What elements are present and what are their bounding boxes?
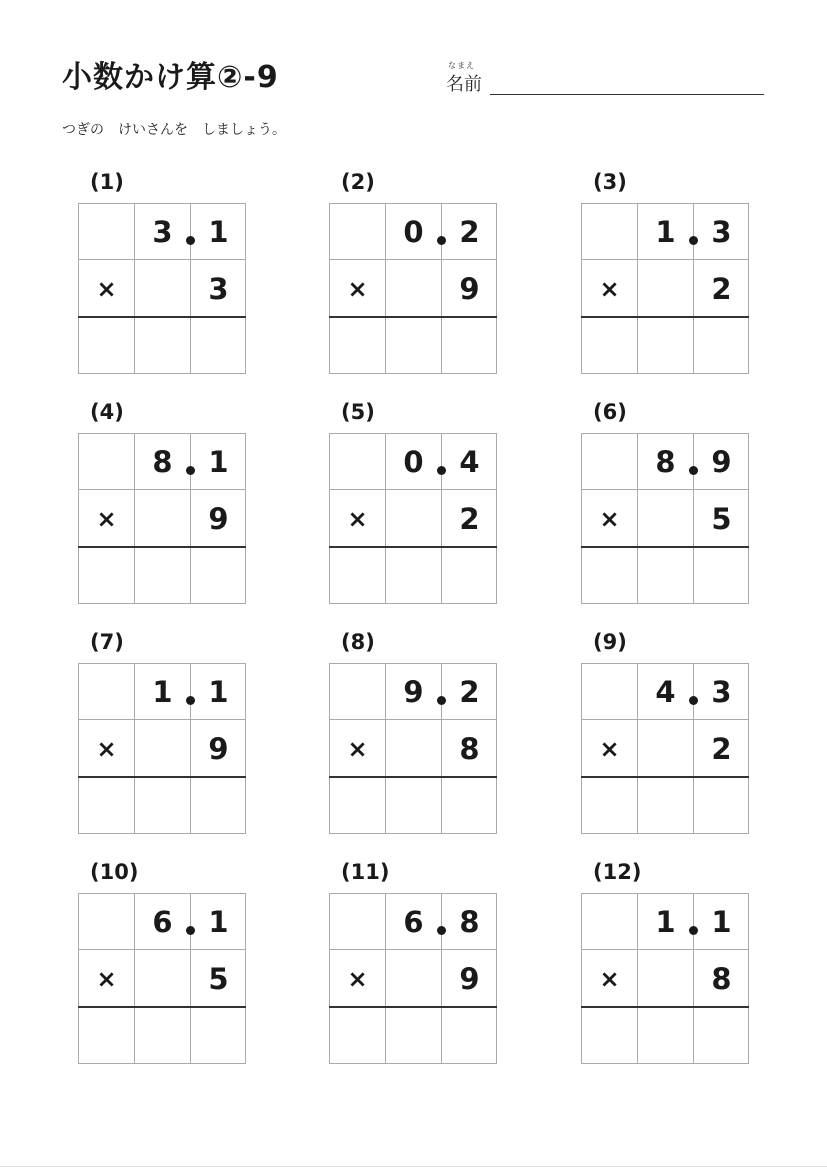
multiplier-digit: 9 [208, 501, 229, 536]
problem-label: (10) [90, 860, 139, 884]
problem-8 [329, 630, 499, 840]
multiplier-digit: 9 [459, 961, 480, 996]
times-sign: × [599, 964, 620, 993]
multiplier-digit: 5 [711, 501, 732, 536]
multiplier-digit: 2 [711, 271, 732, 306]
answer-cell[interactable] [329, 777, 386, 834]
name-label: 名前 [446, 74, 482, 95]
problem-2 [329, 170, 499, 380]
times-sign: × [96, 964, 117, 993]
decimal-point [689, 926, 698, 935]
calculation-grid [78, 893, 246, 1064]
calculation-grid [329, 433, 497, 604]
tenths-digit: 3 [711, 214, 732, 249]
name-input-line[interactable] [490, 94, 764, 95]
answer-cell[interactable] [78, 1007, 135, 1064]
times-sign: × [599, 504, 620, 533]
times-sign: × [347, 964, 368, 993]
page-bottom-divider [0, 1166, 827, 1167]
decimal-point [437, 466, 446, 475]
answer-cell[interactable] [385, 1007, 442, 1064]
problem-5 [329, 400, 499, 610]
decimal-point [186, 926, 195, 935]
multiplier-digit: 2 [711, 731, 732, 766]
multiplier-digit: 9 [459, 271, 480, 306]
multiplier-digit: 3 [208, 271, 229, 306]
multiplier-digit: 2 [459, 501, 480, 536]
tenths-digit: 8 [459, 904, 480, 939]
worksheet-title: 小数かけ算②-9 [62, 60, 279, 95]
answer-cell[interactable] [78, 317, 135, 374]
calculation-grid [329, 663, 497, 834]
problem-label: (9) [593, 630, 627, 654]
ones-digit: 0 [403, 444, 424, 479]
problem-label: (2) [341, 170, 375, 194]
times-sign: × [599, 734, 620, 763]
problem-label: (8) [341, 630, 375, 654]
answer-cell[interactable] [581, 1007, 638, 1064]
times-sign: × [96, 504, 117, 533]
answer-cell[interactable] [134, 547, 191, 604]
problem-12 [581, 860, 751, 1070]
answer-cell[interactable] [385, 547, 442, 604]
multiplier-digit: 8 [459, 731, 480, 766]
tenths-digit: 1 [208, 444, 229, 479]
answer-cell[interactable] [441, 777, 498, 834]
answer-cell[interactable] [637, 547, 694, 604]
problem-label: (5) [341, 400, 375, 424]
calculation-grid [329, 203, 497, 374]
problem-9 [581, 630, 751, 840]
answer-cell[interactable] [693, 1007, 750, 1064]
answer-cell[interactable] [134, 1007, 191, 1064]
decimal-point [437, 926, 446, 935]
answer-cell[interactable] [385, 317, 442, 374]
answer-cell[interactable] [637, 317, 694, 374]
answer-cell[interactable] [190, 777, 247, 834]
decimal-point [437, 236, 446, 245]
tenths-digit: 2 [459, 214, 480, 249]
multiplier-digit: 8 [711, 961, 732, 996]
answer-cell[interactable] [78, 547, 135, 604]
answer-cell[interactable] [637, 1007, 694, 1064]
times-sign: × [347, 734, 368, 763]
tenths-digit: 1 [208, 904, 229, 939]
decimal-point [689, 696, 698, 705]
ones-digit: 0 [403, 214, 424, 249]
problem-label: (1) [90, 170, 124, 194]
problem-7 [78, 630, 248, 840]
problem-label: (6) [593, 400, 627, 424]
tenths-digit: 1 [208, 214, 229, 249]
answer-cell[interactable] [441, 547, 498, 604]
problem-label: (11) [341, 860, 390, 884]
answer-cell[interactable] [190, 1007, 247, 1064]
answer-cell[interactable] [385, 777, 442, 834]
decimal-point [186, 466, 195, 475]
calculation-grid [78, 203, 246, 374]
problem-label: (7) [90, 630, 124, 654]
calculation-grid [581, 433, 749, 604]
answer-cell[interactable] [581, 547, 638, 604]
tenths-digit: 9 [711, 444, 732, 479]
tenths-digit: 3 [711, 674, 732, 709]
decimal-point [689, 466, 698, 475]
problem-6 [581, 400, 751, 610]
decimal-point [186, 696, 195, 705]
problem-1 [78, 170, 248, 380]
problem-label: (12) [593, 860, 642, 884]
answer-cell[interactable] [637, 777, 694, 834]
ones-digit: 4 [655, 674, 676, 709]
times-sign: × [347, 274, 368, 303]
answer-cell[interactable] [329, 1007, 386, 1064]
calculation-grid [581, 663, 749, 834]
problem-label: (4) [90, 400, 124, 424]
answer-cell[interactable] [134, 317, 191, 374]
calculation-grid [581, 203, 749, 374]
answer-cell[interactable] [581, 317, 638, 374]
ones-digit: 1 [655, 214, 676, 249]
name-field [446, 60, 766, 100]
decimal-point [437, 696, 446, 705]
name-ruby: なまえ [448, 61, 475, 70]
problem-10 [78, 860, 248, 1070]
times-sign: × [347, 504, 368, 533]
problem-label: (3) [593, 170, 627, 194]
calculation-grid [78, 663, 246, 834]
problem-11 [329, 860, 499, 1070]
answer-cell[interactable] [441, 1007, 498, 1064]
tenths-digit: 4 [459, 444, 480, 479]
answer-cell[interactable] [190, 317, 247, 374]
calculation-grid [581, 893, 749, 1064]
answer-cell[interactable] [581, 777, 638, 834]
tenths-digit: 2 [459, 674, 480, 709]
answer-cell[interactable] [190, 547, 247, 604]
ones-digit: 3 [152, 214, 173, 249]
answer-cell[interactable] [78, 777, 135, 834]
answer-cell[interactable] [441, 317, 498, 374]
answer-cell[interactable] [693, 317, 750, 374]
ones-digit: 6 [152, 904, 173, 939]
problem-4 [78, 400, 248, 610]
ones-digit: 8 [152, 444, 173, 479]
answer-cell[interactable] [329, 317, 386, 374]
problem-3 [581, 170, 751, 380]
times-sign: × [96, 734, 117, 763]
ones-digit: 9 [403, 674, 424, 709]
answer-cell[interactable] [693, 777, 750, 834]
ones-digit: 1 [655, 904, 676, 939]
decimal-point [689, 236, 698, 245]
ones-digit: 6 [403, 904, 424, 939]
decimal-point [186, 236, 195, 245]
times-sign: × [599, 274, 620, 303]
multiplier-digit: 5 [208, 961, 229, 996]
ones-digit: 1 [152, 674, 173, 709]
ones-digit: 8 [655, 444, 676, 479]
instructions: つぎの けいさんを しましょう。 [62, 122, 286, 138]
multiplier-digit: 9 [208, 731, 229, 766]
tenths-digit: 1 [711, 904, 732, 939]
tenths-digit: 1 [208, 674, 229, 709]
answer-cell[interactable] [329, 547, 386, 604]
answer-cell[interactable] [693, 547, 750, 604]
times-sign: × [96, 274, 117, 303]
calculation-grid [78, 433, 246, 604]
calculation-grid [329, 893, 497, 1064]
answer-cell[interactable] [134, 777, 191, 834]
